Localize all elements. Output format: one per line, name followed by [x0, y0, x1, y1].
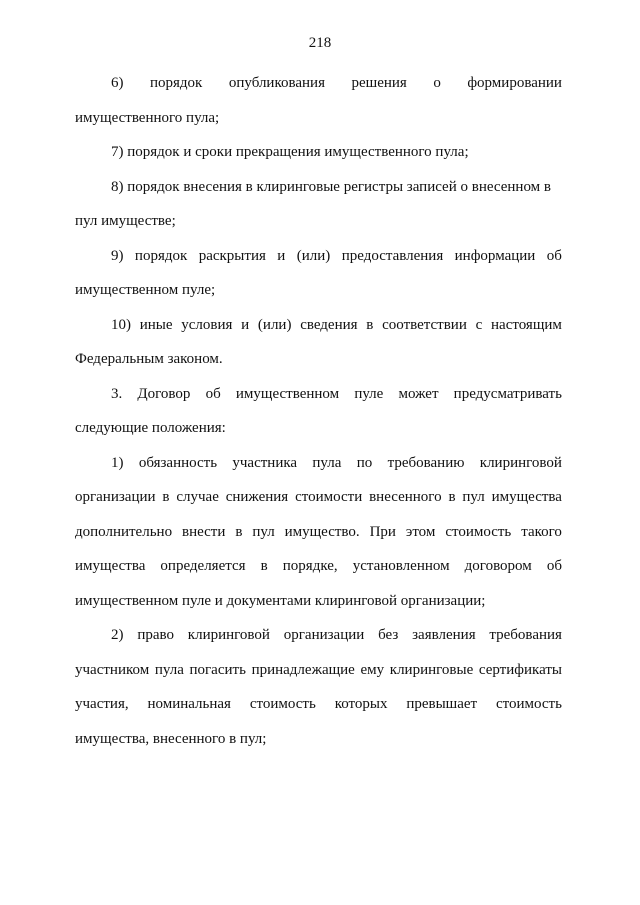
- section-3-intro: [75, 377, 562, 446]
- paragraph-item-6: [75, 66, 562, 135]
- word: обязанность: [138, 454, 218, 471]
- word: может: [398, 385, 439, 402]
- word: превышает: [406, 696, 478, 712]
- word: требованию: [387, 454, 465, 471]
- word: такого: [521, 523, 562, 540]
- word: клиринговые: [389, 661, 474, 678]
- word: настоящим: [491, 316, 562, 333]
- word: без: [378, 627, 399, 643]
- paragraph-line: [75, 618, 562, 653]
- word: договором: [464, 558, 532, 574]
- paragraph-item-8: [75, 170, 562, 239]
- page-number: 218: [308, 35, 332, 51]
- paragraph-continuation: пул имуществе;: [75, 213, 176, 229]
- word: предоставления: [341, 247, 444, 264]
- paragraph-line: [75, 653, 562, 688]
- word: информации: [454, 247, 536, 264]
- word: в: [260, 558, 268, 574]
- word: иные: [139, 316, 173, 333]
- document-body: [75, 66, 562, 756]
- word: Договор: [137, 385, 191, 402]
- word: внесенного: [369, 489, 442, 505]
- paragraph-line: [75, 687, 562, 722]
- word: этом: [405, 523, 436, 540]
- word: (или): [257, 316, 292, 333]
- word: сертификаты: [478, 661, 562, 678]
- word: 1): [111, 454, 124, 471]
- word: 10): [111, 316, 131, 333]
- word: участника: [232, 454, 298, 471]
- paragraph-item-1: [75, 446, 562, 619]
- word: об: [546, 558, 562, 574]
- word: раскрытия: [198, 247, 266, 264]
- word: 2): [111, 627, 124, 643]
- word: принадлежащие: [251, 661, 355, 678]
- word: и: [241, 316, 250, 333]
- word: пула: [312, 454, 342, 471]
- word: ему: [360, 661, 385, 678]
- paragraph-line: [75, 308, 562, 343]
- word: об: [205, 385, 221, 402]
- word: в: [162, 489, 170, 505]
- word: клиринговой: [479, 454, 562, 471]
- word: определяется: [160, 558, 246, 574]
- word: При: [369, 523, 396, 540]
- paragraph-continuation: следующие положения:: [75, 420, 226, 436]
- word: пул: [462, 489, 485, 505]
- word: пул: [252, 523, 275, 540]
- paragraph-continuation: имущества, внесенного в пул;: [75, 730, 267, 747]
- word: формировании: [467, 75, 562, 91]
- word: погасить: [189, 661, 246, 678]
- word: участия,: [75, 696, 129, 712]
- word: стоимость: [495, 696, 562, 712]
- word: порядок: [150, 75, 203, 91]
- word: дополнительно: [75, 523, 173, 540]
- word: номинальная: [147, 696, 231, 712]
- word: о: [433, 75, 441, 91]
- word: требования: [489, 627, 562, 643]
- word: порядок: [134, 247, 188, 264]
- word: имущественном: [235, 385, 340, 402]
- word: сведения: [300, 316, 358, 333]
- word: пула: [154, 661, 184, 678]
- word: имущество.: [284, 523, 360, 540]
- word: в: [235, 523, 243, 540]
- paragraph-continuation: имущественного пула;: [75, 109, 220, 126]
- paragraph-line: [75, 480, 562, 515]
- word: (или): [296, 247, 331, 264]
- word: клиринговой: [187, 627, 270, 643]
- paragraph-continuation: имущественном пуле;: [75, 282, 216, 298]
- word: имущества: [491, 489, 562, 505]
- word: стоимость: [445, 523, 512, 540]
- word: предусматривать: [453, 385, 562, 402]
- word: случае: [176, 489, 219, 505]
- word: имущества: [75, 558, 146, 574]
- word: участником: [75, 661, 150, 678]
- word: стоимости: [295, 489, 363, 505]
- paragraph-continuation: Федеральным законом.: [75, 351, 223, 367]
- word: организации: [283, 627, 365, 643]
- word: стоимость: [249, 696, 316, 712]
- word: об: [546, 247, 562, 264]
- word: которых: [334, 696, 388, 712]
- word: пуле: [354, 385, 384, 402]
- paragraph-continuation: имущественном пуле и документами клиринговой организации;: [75, 592, 486, 609]
- word: 9): [111, 247, 124, 264]
- word: с: [475, 316, 483, 333]
- word: опубликования: [228, 75, 325, 91]
- paragraph-line: [75, 549, 562, 584]
- word: установленном: [352, 558, 450, 574]
- word: решения: [351, 75, 407, 91]
- word: соответствии: [382, 316, 467, 333]
- word: снижения: [225, 489, 289, 505]
- word: по: [356, 454, 373, 471]
- paragraph-line: [75, 239, 562, 274]
- paragraph-item-10: [75, 308, 562, 377]
- word: 3.: [111, 385, 123, 402]
- word: 6): [111, 75, 124, 91]
- word: право: [137, 627, 174, 643]
- paragraph-line: [75, 515, 562, 550]
- word: заявления: [412, 627, 476, 643]
- paragraph-item-2: [75, 618, 562, 756]
- word: в: [448, 489, 456, 505]
- paragraph-line: [75, 446, 562, 481]
- word: условия: [181, 316, 233, 333]
- paragraph-line: [75, 66, 562, 101]
- word: порядке,: [282, 558, 338, 574]
- word: внести: [182, 523, 226, 540]
- paragraph-line: [75, 377, 562, 412]
- word: в: [366, 316, 374, 333]
- paragraph-line: 8) порядок внесения в клиринговые регистры записей о внесенном в: [111, 178, 551, 195]
- word: и: [277, 247, 286, 264]
- paragraph-item-9: [75, 239, 562, 308]
- word: организации: [75, 489, 156, 505]
- paragraph-item-7: 7) порядок и сроки прекращения имущественного пула;: [111, 144, 469, 160]
